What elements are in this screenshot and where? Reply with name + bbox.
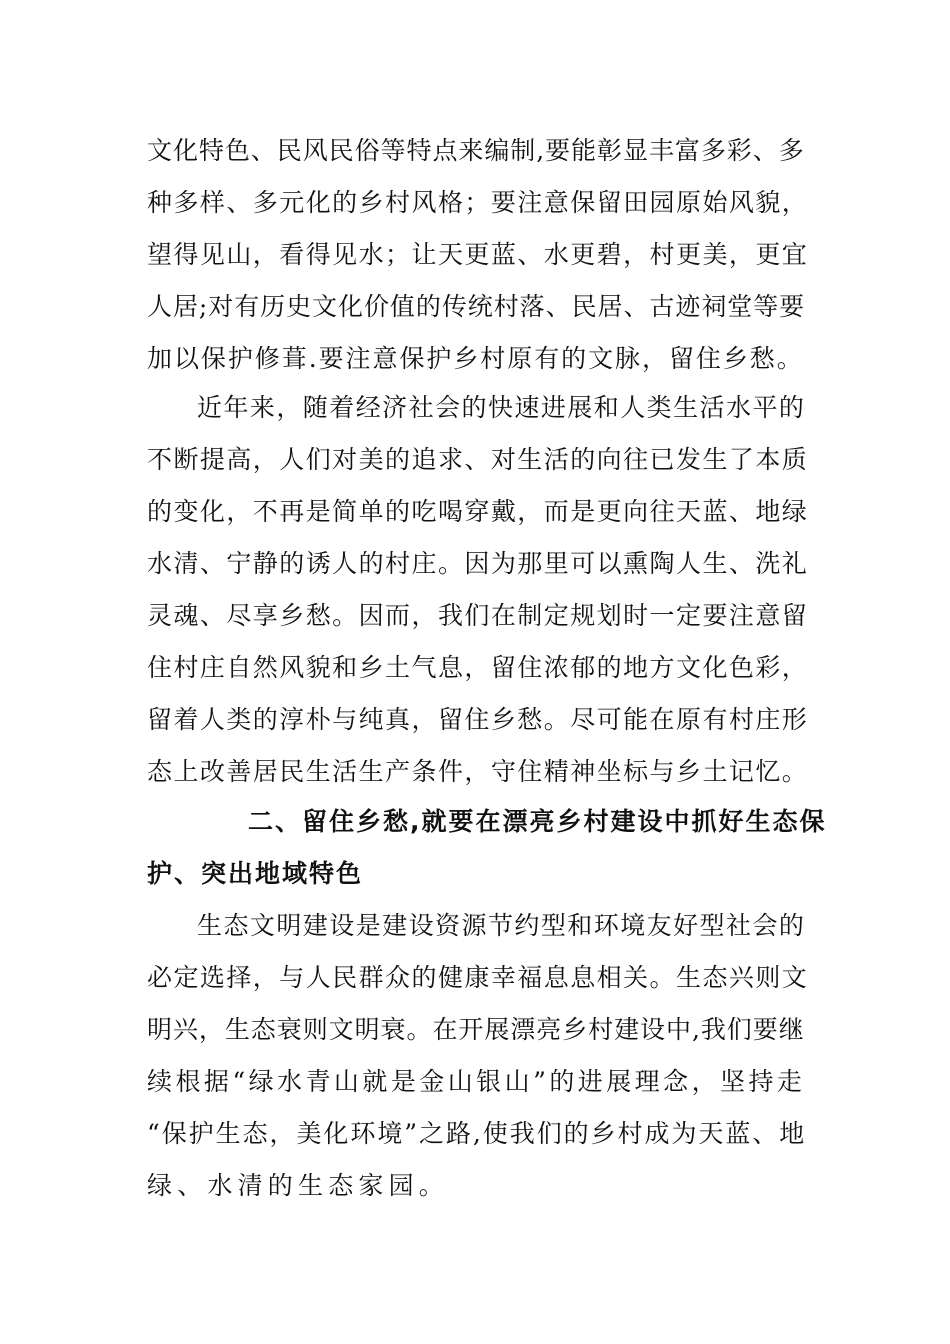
paragraph-3-line-4: 续根据“绿水青山就是金山银山”的进展理念，坚持走 — [147, 1067, 806, 1096]
paragraph-1-line-5: 加以保护修葺.要注意保护乡村原有的文脉，留住乡愁。 — [147, 344, 804, 373]
paragraph-3-line-6: 绿、水清的生态家园。 — [147, 1171, 450, 1200]
paragraph-1-line-3: 望得见山，看得见水；让天更蓝、水更碧，村更美，更宜 — [147, 240, 809, 269]
paragraph-2-line-7: 留着人类的淳朴与纯真，留住乡愁。尽可能在原有村庄形 — [147, 705, 809, 734]
paragraph-2-line-3: 的变化，不再是简单的吃喝穿戴，而是更向往天蓝、地绿 — [147, 497, 809, 526]
section-heading-line-1: 二、留住乡愁,就要在漂亮乡村建设中抓好生态保 — [248, 807, 827, 836]
paragraph-1-line-4: 人居;对有历史文化价值的传统村落、民居、古迹祠堂等要 — [147, 292, 806, 321]
paragraph-2-line-6: 住村庄自然风貌和乡土气息，留住浓郁的地方文化色彩， — [147, 653, 809, 682]
paragraph-1-line-2: 种多样、多元化的乡村风格；要注意保留田园原始风貌， — [147, 188, 809, 217]
paragraph-2-line-2: 不断提高，人们对美的追求、对生活的向往已发生了本质 — [147, 445, 809, 474]
paragraph-3-line-5: “保护生态，美化环境”之路,使我们的乡村成为天蓝、地 — [147, 1119, 807, 1148]
paragraph-1-line-1: 文化特色、民风民俗等特点来编制,要能彰显丰富多彩、多 — [147, 136, 805, 165]
section-heading-line-2: 护、突出地域特色 — [147, 859, 364, 888]
paragraph-2-line-4: 水清、宁静的诱人的村庄。因为那里可以熏陶人生、洗礼 — [147, 549, 809, 578]
paragraph-3-line-2: 必定选择，与人民群众的健康幸福息息相关。生态兴则文 — [147, 963, 809, 992]
paragraph-2-line-5: 灵魂、尽享乡愁。因而，我们在制定规划时一定要注意留 — [147, 601, 809, 630]
paragraph-3-line-3: 明兴，生态衰则文明衰。在开展漂亮乡村建设中,我们要继 — [147, 1015, 805, 1044]
paragraph-2-line-1: 近年来，随着经济社会的快速进展和人类生活水平的 — [197, 393, 806, 422]
paragraph-3-line-1: 生态文明建设是建设资源节约型和环境友好型社会的 — [197, 911, 806, 940]
paragraph-2-line-8: 态上改善居民生活生产条件，守住精神坐标与乡土记忆。 — [147, 757, 809, 786]
